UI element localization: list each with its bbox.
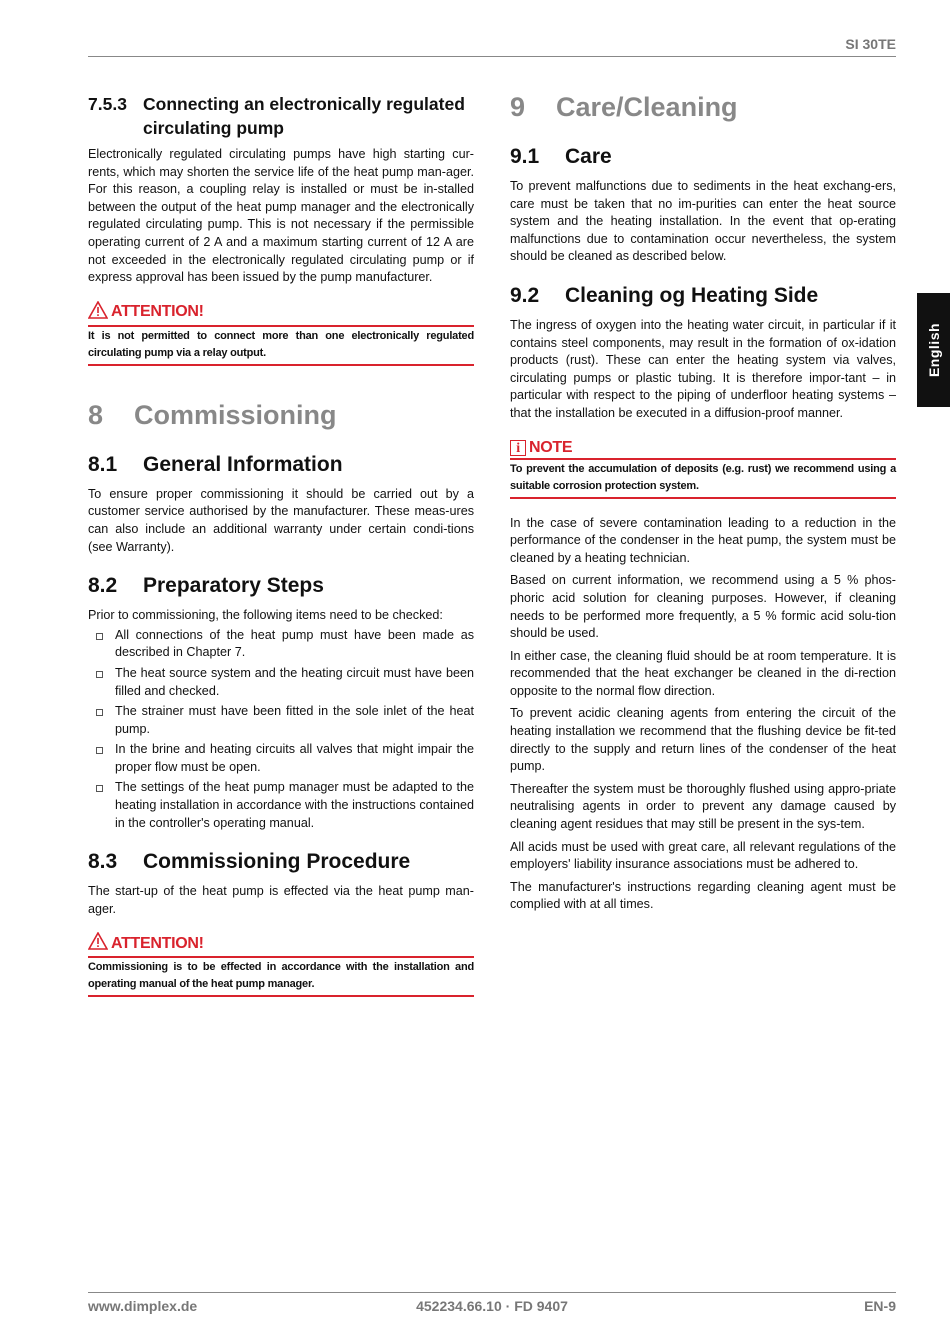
- list-item: [88, 665, 474, 700]
- list-item-text: All connections of the heat pump must have been made as described in Chapter 7.: [115, 627, 474, 660]
- chapter-8-heading: [88, 400, 474, 431]
- list-item-text: The settings of the heat pump manager must be adapted to the heating installation in accordance with the instructions contained in the controller's operating manual.: [115, 780, 474, 830]
- paragraph: All acids must be used with great care, all relevant regulations of the employers' liability insurance associations must be adhered to.: [510, 839, 896, 872]
- paragraph: In either case, the cleaning fluid should be at room temperature. It is recommended that the heat exchanger be cleaned in the di-rection opposite to the normal flow direction.: [510, 648, 896, 698]
- right-column: [510, 92, 896, 919]
- section-8-3-body: The start-up of the heat pump is effected via the heat pump man-ager.: [88, 884, 474, 916]
- document-number: 452234.66.10 · FD 9407: [416, 1298, 568, 1314]
- language-tab-label: English: [925, 322, 942, 378]
- section-8-2-heading: [88, 574, 474, 598]
- section-9-2-body: The ingress of oxygen into the heating water circuit, in particular if it contains steel components, may result in the formation of ox-idation products (rust). These can enter the heating system via valves, circulating pumps or plastic tubing. It is therefore impor-tant – in particular with respect to the piping of underfloor heating systems – that the installation be executed in a diffusion-proof manner.: [510, 317, 896, 420]
- left-column: [88, 92, 474, 997]
- list-item: [88, 741, 474, 776]
- section-number: 9.1: [510, 145, 540, 168]
- square-bullet-icon: [96, 671, 103, 678]
- attention-label: ATTENTION!: [111, 303, 204, 321]
- section-9-1-body: To prevent malfunctions due to sediments in the heat exchang-ers, care must be taken that no im-purities can enter the heat source system and the heating installation. In the event that op-erating malfunctions due to contamination occur nevertheless, the system should be cleaned as described below.: [510, 179, 896, 264]
- section-title: Commissioning Procedure: [143, 850, 411, 874]
- page-footer: [88, 1292, 896, 1321]
- square-bullet-icon: [96, 785, 103, 792]
- section-title: General Information: [143, 452, 343, 476]
- paragraph: The manufacturer's instructions regarding cleaning agent must be complied with at all times.: [510, 879, 896, 912]
- section-8-1-heading: [88, 453, 474, 477]
- website-link[interactable]: www.dimplex.de: [88, 1298, 198, 1314]
- attention-text: Commissioning is to be effected in accordance with the installation and operating manual of the heat pump manager.: [88, 961, 474, 991]
- section-9-1-heading: [510, 145, 896, 169]
- page-number: EN-9: [864, 1298, 896, 1314]
- section-title: Preparatory Steps: [143, 574, 324, 598]
- square-bullet-icon: [96, 709, 103, 716]
- list-item-text: In the brine and heating circuits all valves that might impair the proper flow must be open.: [115, 742, 474, 774]
- section-title: Connecting an electronically regulated circulating pump: [143, 94, 465, 138]
- section-title: Care: [565, 145, 612, 168]
- paragraph: To prevent acidic cleaning agents from entering the circuit of the heating installation we recommend that the flushing device be fit-ted directly to the supply and return lines of the condenser of the heat pump.: [510, 706, 896, 774]
- language-tab: [917, 293, 950, 407]
- warning-triangle-icon: [88, 932, 108, 955]
- info-icon: i: [510, 440, 526, 456]
- section-8-1-body: To ensure proper commissioning it should be carried out by a customer service authorised by the manufacturer. These meas-ures can also include an additional warranty under certain condi-tions (see Warranty).: [88, 486, 474, 554]
- chapter-number: 9: [510, 92, 526, 122]
- chapter-9-heading: [510, 92, 896, 123]
- attention-notice-1: [88, 301, 474, 366]
- section-number: 7.5.3: [88, 94, 127, 114]
- section-number: 8.2: [88, 574, 118, 598]
- attention-notice-2: [88, 932, 474, 997]
- list-item: [88, 703, 474, 738]
- paragraph: Based on current information, we recommend using a 5 % phos-phoric acid solution for cleaning purposes. However, if cleaning needs to be performed more frequently, a 5 % formic acid solu-tion should be used.: [510, 573, 896, 641]
- section-9-2-heading: [510, 284, 896, 308]
- paragraph: Thereafter the system must be thoroughly flushed using appro-priate neutralising agents in order to prevent any damage caused by cleaning agent residues that may still be present in the sys-tem.: [510, 781, 896, 832]
- section-title: Cleaning og Heating Side: [565, 283, 819, 307]
- cleaning-paragraphs: [510, 515, 896, 914]
- attention-label: ATTENTION!: [111, 934, 204, 952]
- attention-header: [88, 301, 474, 327]
- paragraph: In the case of severe contamination leading to a reduction in the performance of the condenser in the heat pump, the system must be cleaned by a heating technician.: [510, 515, 896, 565]
- page-header: [88, 30, 896, 57]
- section-number: 9.2: [510, 283, 540, 307]
- list-item-text: The heat source system and the heating circuit must have been filled and checked.: [115, 665, 474, 698]
- section-8-2-intro: Prior to commissioning, the following items need to be checked:: [88, 608, 443, 623]
- model-name: SI 30TE: [845, 36, 896, 52]
- square-bullet-icon: [96, 747, 103, 754]
- section-7-5-3-body: Electronically regulated circulating pumps have high starting cur-rents, which may shorten the service life of the heat pump man-ager. For this reason, a coupling relay is installed or must be in-stalled between the output of the heat pump manager and the electronically regulated circulating pump. This is not necessary if the permissible operating current of 2 A and a maximum starting current of 12 A are not exceeded in the electronically regulated circulating pump or if express approval has been issued by the pump manufacturer.: [88, 147, 474, 285]
- list-item: [88, 627, 474, 662]
- section-number: 8.1: [88, 452, 118, 476]
- chapter-number: 8: [88, 399, 104, 430]
- list-item-text: The strainer must have been fitted in the sole inlet of the heat pump.: [115, 704, 474, 736]
- note-box: [510, 439, 896, 499]
- checklist: [88, 627, 474, 833]
- section-8-3-heading: [88, 850, 474, 874]
- attention-header: [88, 932, 474, 958]
- warning-triangle-icon: [88, 301, 108, 324]
- note-header: [510, 439, 896, 460]
- section-number: 8.3: [88, 850, 118, 874]
- section-7-5-3-heading: [88, 92, 474, 140]
- chapter-title: Care/Cleaning: [556, 92, 738, 122]
- note-text: To prevent the accumulation of deposits (e.g. rust) we recommend using a suitable corrosion protection system.: [510, 462, 896, 492]
- square-bullet-icon: [96, 633, 103, 640]
- list-item: [88, 779, 474, 832]
- attention-text: It is not permitted to connect more than one electronically regulated circulating pump via a relay output.: [88, 329, 474, 359]
- chapter-title: Commissioning: [134, 399, 337, 430]
- note-label: NOTE: [529, 438, 573, 456]
